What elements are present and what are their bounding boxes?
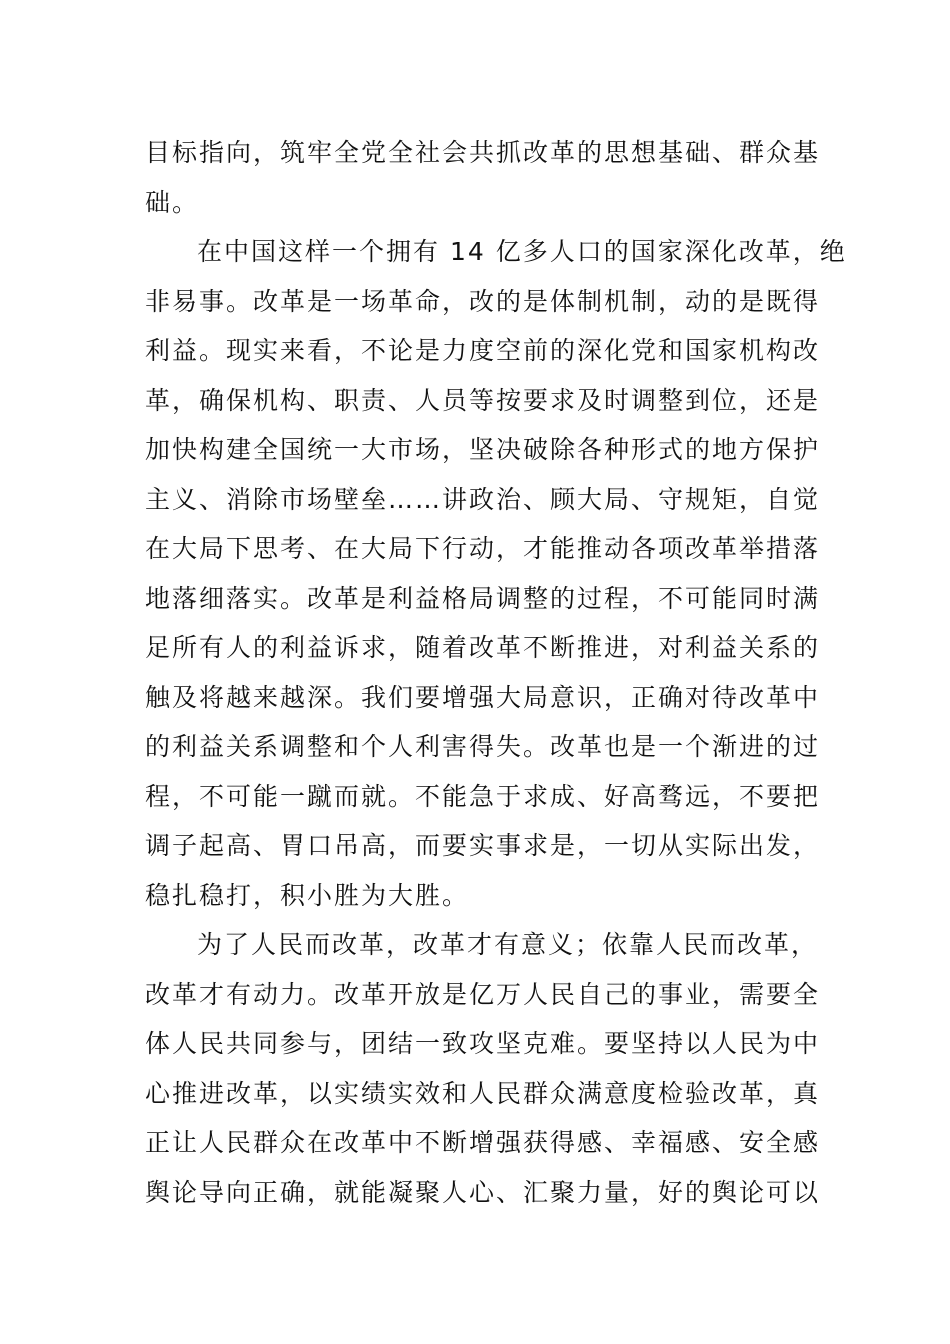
text-line: 调子起高、胃口吊高，而要实事求是，一切从实际出发，	[145, 831, 821, 860]
text-line: 程，不可能一蹴而就。不能急于求成、好高骛远，不要把	[145, 781, 821, 811]
text-line: 体人民共同参与，团结一致攻坚克难。要坚持以人民为中	[145, 1029, 821, 1058]
text-line: 的利益关系调整和个人利害得失。改革也是一个渐进的过	[145, 732, 821, 761]
text-line: 改革才有动力。改革开放是亿万人民自己的事业，需要全	[145, 979, 821, 1009]
text-line: 舆论导向正确，就能凝聚人心、汇聚力量，好的舆论可以	[145, 1177, 821, 1207]
paragraph-first-line: 为了人民而改革，改革才有意义；依靠人民而改革，	[197, 930, 819, 959]
text-line: 利益。现实来看，不论是力度空前的深化党和国家机构改	[145, 336, 821, 365]
text-line: 足所有人的利益诉求，随着改革不断推进，对利益关系的	[145, 633, 821, 662]
text-line: 地落细落实。改革是利益格局调整的过程，不可能同时满	[145, 583, 821, 613]
text-line: 革，确保机构、职责、人员等按要求及时调整到位，还是	[145, 385, 821, 415]
paragraph-first-line: 在中国这样一个拥有 14 亿多人口的国家深化改革，绝	[197, 237, 847, 266]
text-line: 础。	[145, 187, 200, 217]
text-line: 加快构建全国统一大市场，坚决破除各种形式的地方保护	[145, 435, 821, 464]
text-line: 触及将越来越深。我们要增强大局意识，正确对待改革中	[145, 682, 821, 712]
document-body	[145, 128, 847, 1217]
text-line: 稳扎稳打，积小胜为大胜。	[145, 880, 470, 910]
text-line: 心推进改革，以实绩实效和人民群众满意度检验改革，真	[145, 1078, 821, 1108]
text-line: 在大局下思考、在大局下行动，才能推动各项改革举措落	[145, 534, 821, 563]
text-line: 正让人民群众在改革中不断增强获得感、幸福感、安全感	[145, 1128, 821, 1157]
text-line: 主义、消除市场壁垒……讲政治、顾大局、守规矩，自觉	[145, 484, 821, 514]
text-line: 非易事。改革是一场革命，改的是体制机制，动的是既得	[145, 286, 821, 316]
text-line: 目标指向，筑牢全党全社会共抓改革的思想基础、群众基	[145, 138, 821, 167]
